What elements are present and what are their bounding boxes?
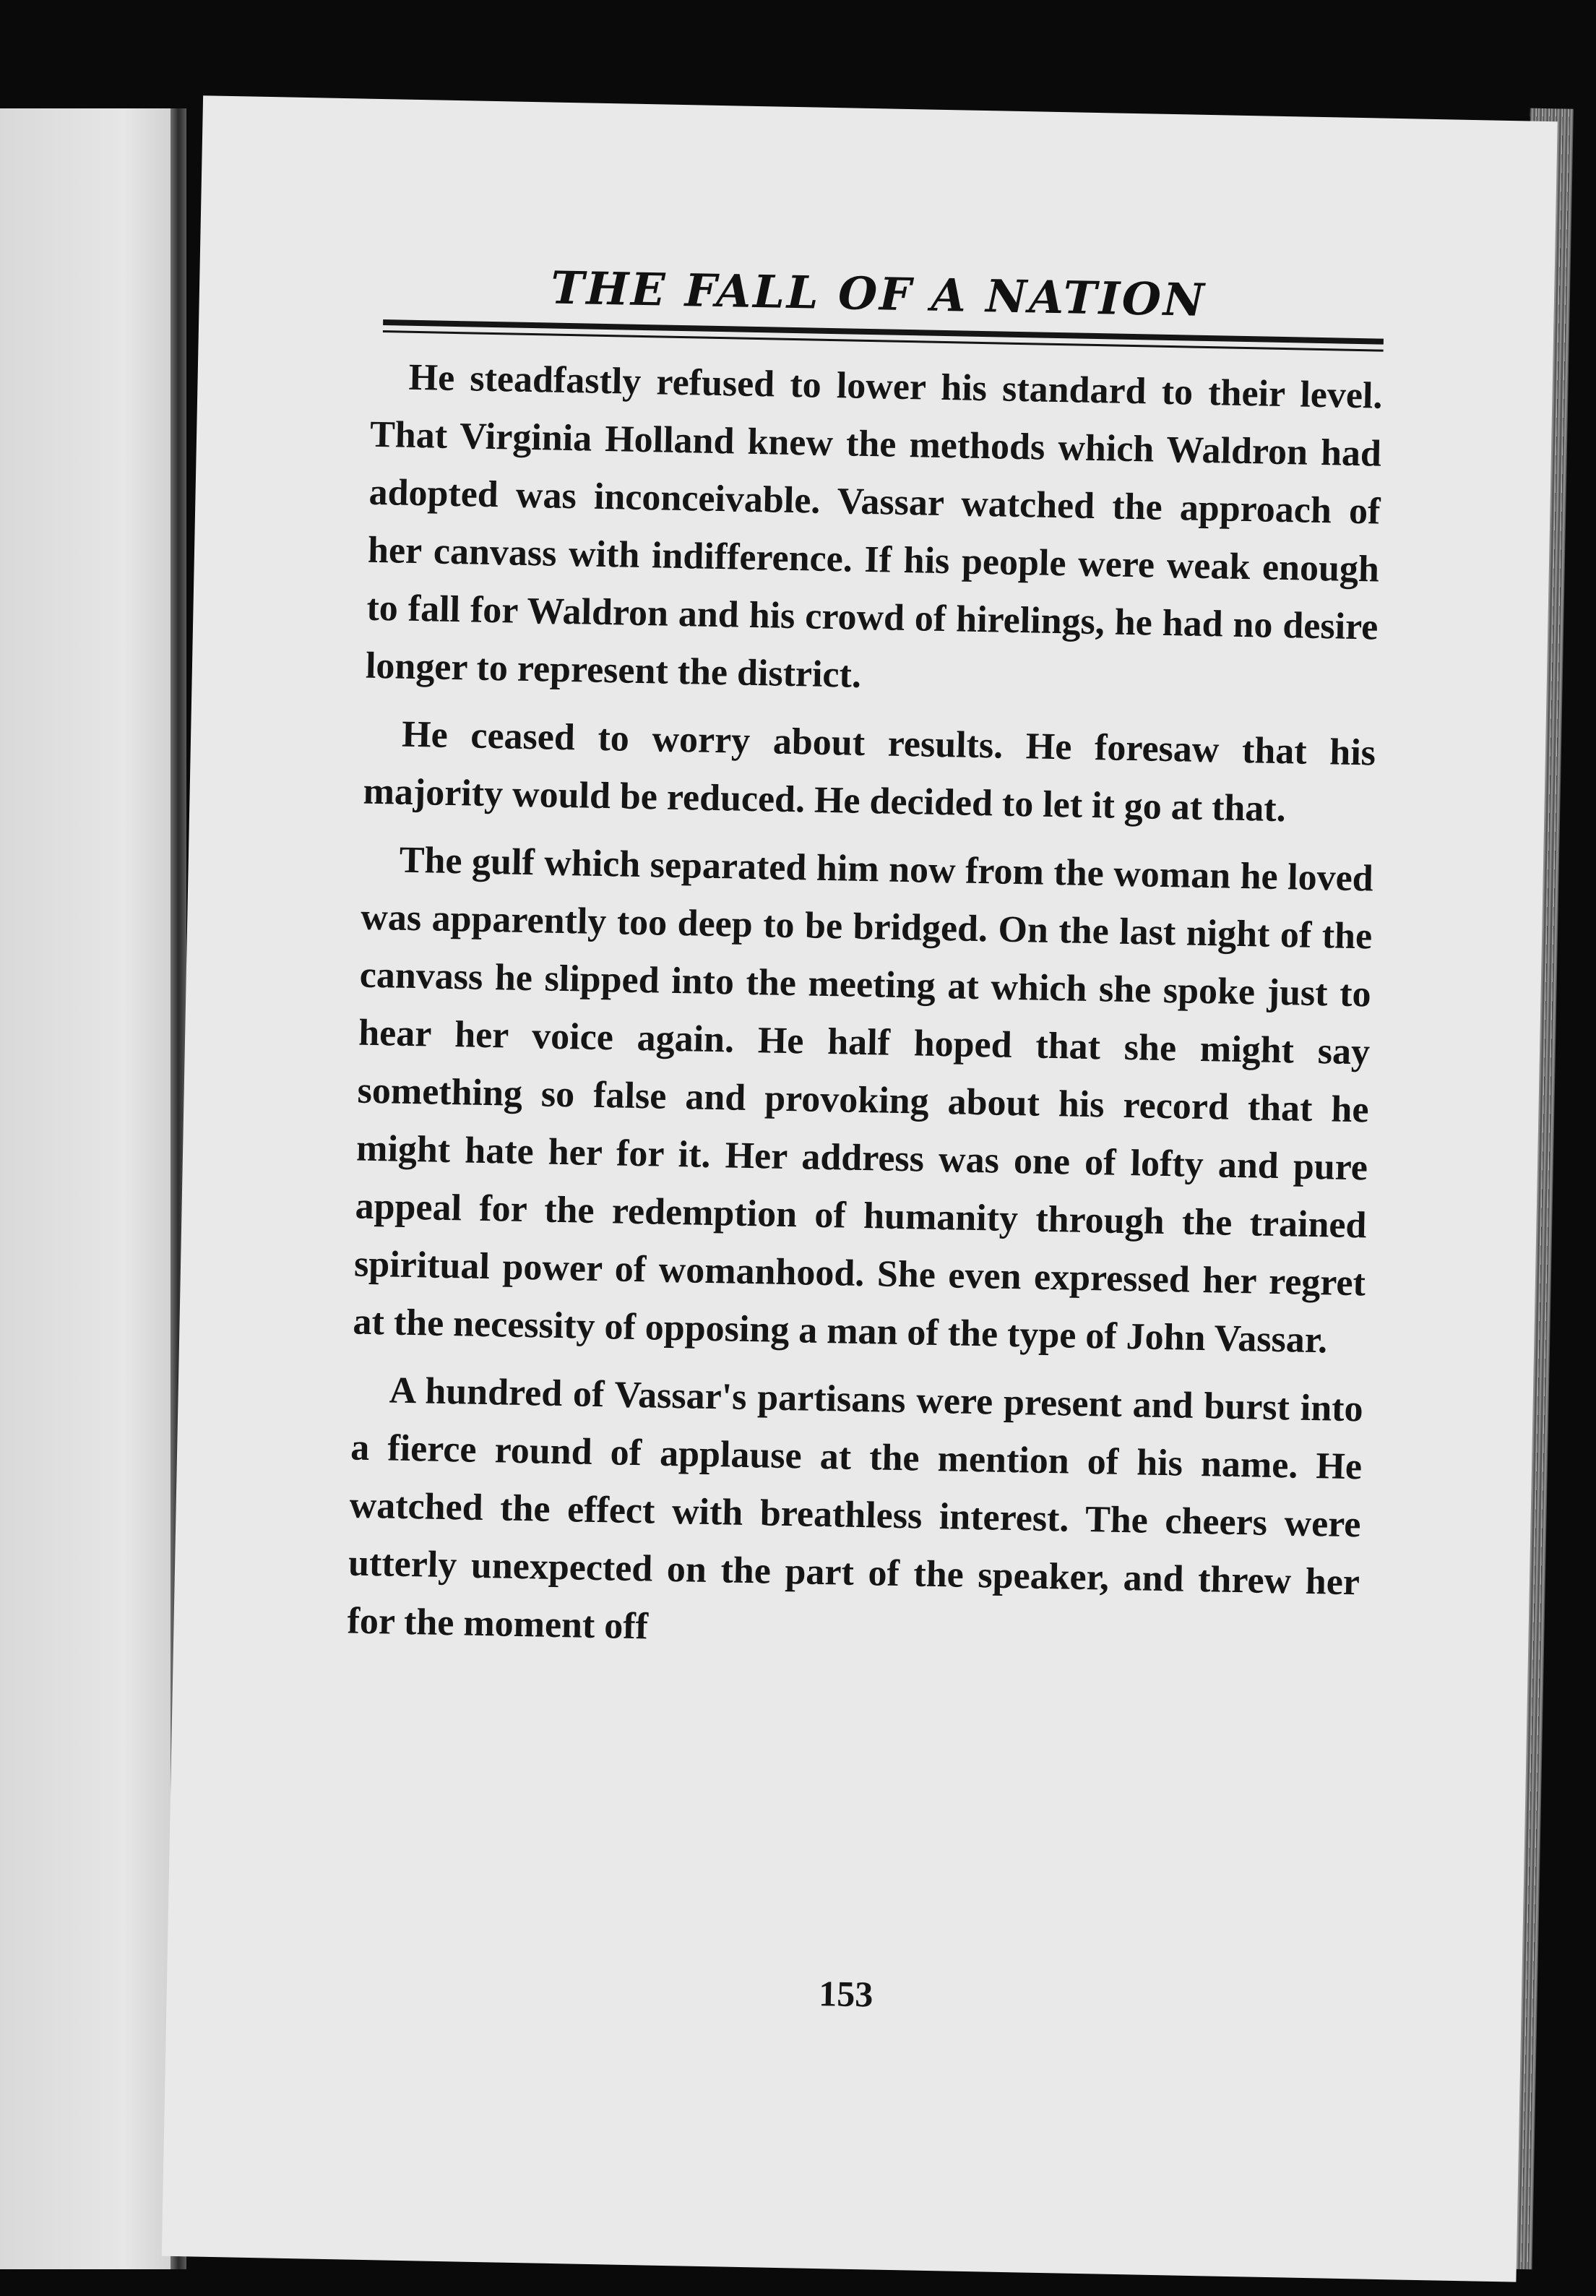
running-head: THE FALL OF A NATION: [550, 261, 1207, 327]
previous-page-edge: [0, 108, 178, 2269]
paragraph: He steadfastly refused to lower his standard to their level. That Virginia Holland knew the methods which Waldron had adopted was inconceivable. Vassar watched the approach of her canvass with indifference. If his people were weak enough to fall for Waldron and his crowd of hirelings, he had no desire longer to represent the district.: [365, 356, 1383, 696]
paragraph: He ceased to worry about results. He foresaw that his majority would be reduced. He decided to let it go at that.: [363, 713, 1376, 830]
paragraph: A hundred of Vassar's partisans were present and burst into a fierce round of applause at the mention of his name. He watched the effect with breathless interest. The cheers were utterly unexpected on the part of the speaker, and threw her for the moment off: [347, 1370, 1364, 1648]
paragraph: The gulf which separated him now from the woman he loved was apparently too deep to be bridged. On the last night of the canvass he slipped into the meeting at which she spoke just to hear her voice again. He half hoped that she might say something so false and provoking about his record that he might hate her for it. Her address was one of lofty and pure appeal for the redemption of humanity through the trained spiritual power of womanhood. She even expressed her regret at the necessity of opposing a man of the type of John Vassar.: [353, 839, 1374, 1362]
book-page: [162, 95, 1558, 2282]
page-body: [347, 348, 1384, 1680]
page-number: 153: [818, 1973, 874, 2015]
